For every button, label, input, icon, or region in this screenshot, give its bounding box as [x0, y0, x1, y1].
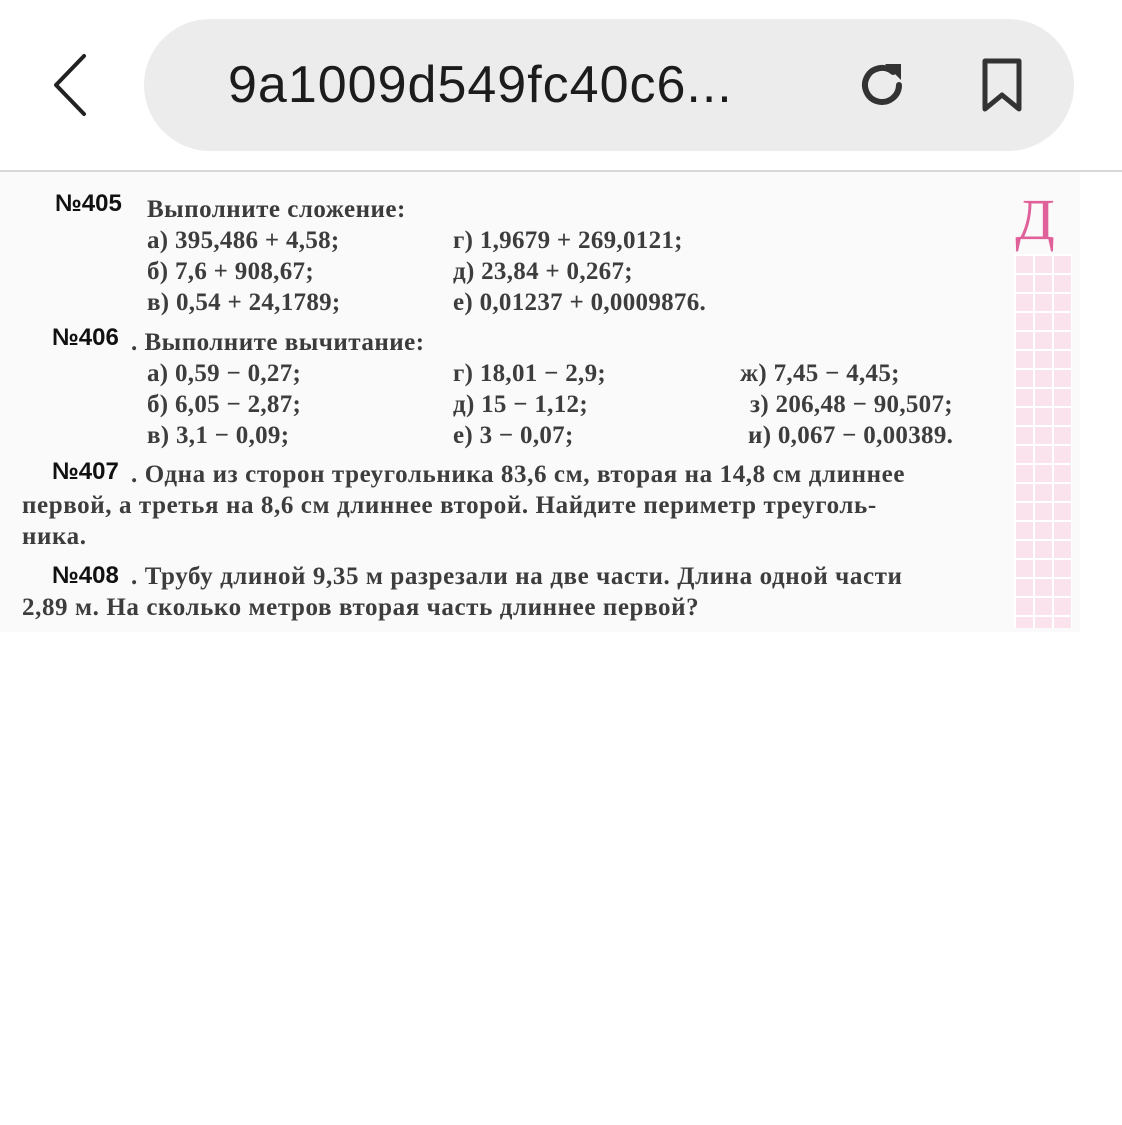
problem-406-item: в) 3,1 − 0,09;: [147, 422, 290, 449]
problem-408-number: №408: [52, 562, 119, 589]
problem-405-item: а) 395,486 + 4,58;: [147, 227, 340, 254]
problem-407-text-line: ника.: [22, 523, 87, 550]
problem-405-item: д) 23,84 + 0,267;: [453, 258, 633, 285]
problem-406-item: б) 6,05 − 2,87;: [147, 391, 302, 418]
textbook-scan: [0, 172, 1080, 632]
problem-405-item: в) 0,54 + 24,1789;: [147, 289, 341, 316]
reload-button[interactable]: [852, 55, 912, 115]
bookmark-icon: [980, 57, 1024, 113]
problem-406-item: а) 0,59 − 0,27;: [147, 360, 302, 387]
problem-405-item: е) 0,01237 + 0,0009876.: [453, 289, 707, 316]
problem-408-text-line: . Трубу длиной 9,35 м разрезали на две части. Длина одной части: [131, 563, 903, 590]
url-text: 9a1009d549fc40c6...: [228, 56, 733, 114]
back-button[interactable]: [40, 50, 100, 120]
address-bar[interactable]: [144, 19, 1074, 151]
problem-406-item: з) 206,48 − 90,507;: [750, 391, 953, 418]
problem-405-number: №405: [55, 190, 122, 217]
problem-406-item: е) 3 − 0,07;: [453, 422, 574, 449]
decorative-grid: [1014, 254, 1072, 628]
reload-icon: [855, 58, 909, 112]
problem-408-text-line: 2,89 м. На сколько метров вторая часть длиннее первой?: [22, 594, 700, 621]
problem-406-heading: . Выполните вычитание:: [131, 329, 425, 356]
problem-406-number: №406: [52, 324, 119, 351]
problem-406-item: г) 18,01 − 2,9;: [453, 360, 606, 387]
section-letter: Д: [1015, 187, 1055, 252]
problem-405-item: б) 7,6 + 908,67;: [147, 258, 314, 285]
problem-406-item: и) 0,067 − 0,00389.: [748, 422, 954, 449]
problem-407-text-line: первой, а третья на 8,6 см длиннее второй. Найдите периметр треуголь-: [22, 492, 877, 519]
problem-407-text-line: . Одна из сторон треугольника 83,6 см, вторая на 14,8 см длиннее: [131, 461, 906, 488]
chevron-left-icon: [50, 52, 90, 118]
browser-toolbar: [0, 0, 1122, 172]
bookmark-button[interactable]: [972, 55, 1032, 115]
problem-406-item: д) 15 − 1,12;: [453, 391, 588, 418]
problem-406-item: ж) 7,45 − 4,45;: [740, 360, 900, 387]
problem-407-number: №407: [52, 458, 119, 485]
problem-405-item: г) 1,9679 + 269,0121;: [453, 227, 683, 254]
problem-405-heading: Выполните сложение:: [147, 196, 406, 223]
